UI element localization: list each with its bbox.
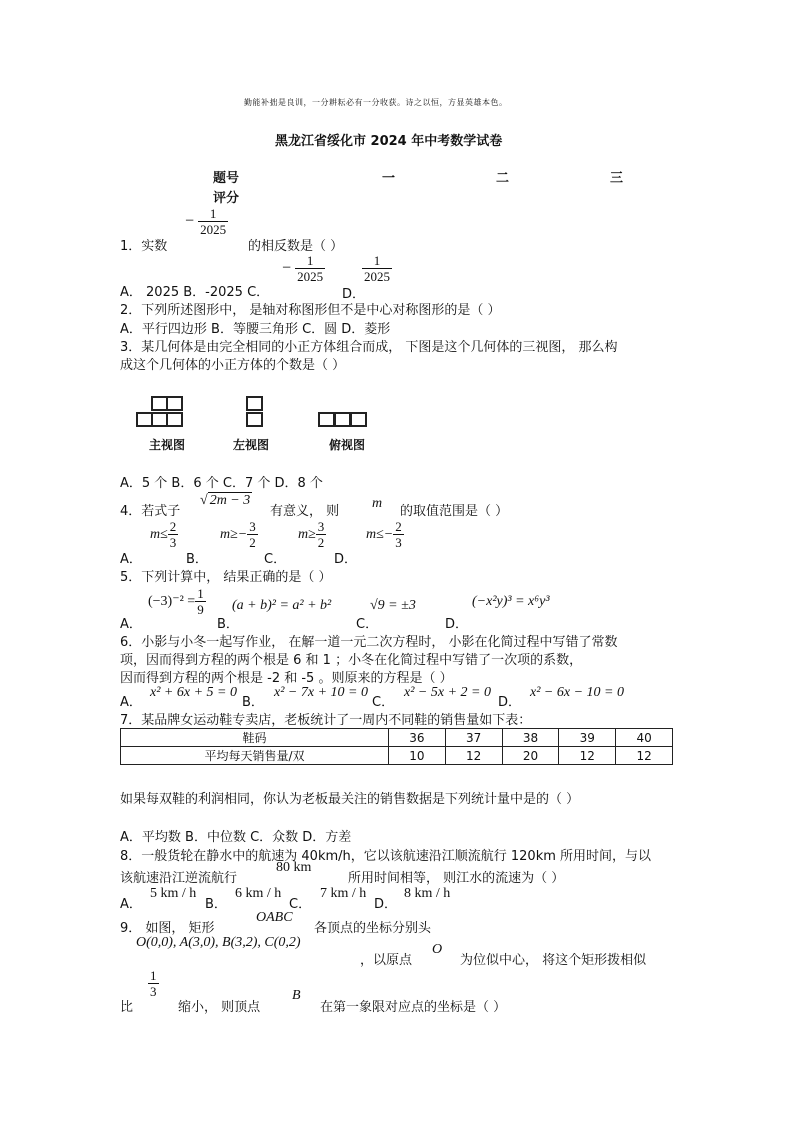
q5-option-a: (−3)⁻² = $\frac{1}{9}$ — [148, 586, 204, 617]
table-cell: 12 — [559, 747, 616, 765]
q6-line3: 因而得到方程的两个根是 -2 和 -5 。则原来的方程是（ ） — [120, 671, 453, 686]
q9-rect-name: OABC — [256, 910, 293, 925]
q5-option-d-expr: (−x²y)³ = x⁶y³ — [472, 594, 550, 609]
q9-mid2: 为位似中心， 将这个矩形拨相似 — [460, 953, 647, 968]
q8-label-a: A． — [120, 897, 142, 912]
q3-front-view-label: 主视图 — [149, 438, 186, 452]
q8-option-c-expr: 7 km / h — [320, 886, 367, 901]
table-cell: 37 — [445, 729, 502, 747]
q9-mid1: ，以原点 — [360, 953, 413, 968]
q9-origin: O — [432, 942, 443, 957]
q5-label-c: C． — [356, 617, 379, 632]
table-cell: 40 — [616, 729, 673, 747]
score-col-3: 三 — [610, 171, 624, 186]
q5-label-b: B． — [217, 617, 239, 632]
table-cell: 鞋码 — [121, 729, 389, 747]
q6-line2: 项，因而得到方程的两个根是 6 和 1 ；小冬在化简过程中写错了一次项的系数， — [120, 653, 583, 668]
q6-option-a-expr: x² + 6x + 5 = 0 — [150, 685, 237, 700]
q7-sales-table — [120, 728, 673, 765]
q3-left-view-label: 左视图 — [233, 438, 270, 452]
q5-option-b-expr: (a + b)² = a² + b² — [232, 598, 332, 613]
table-cell: 10 — [389, 747, 446, 765]
table-cell: 36 — [389, 729, 446, 747]
q6-label-d: D． — [498, 695, 522, 710]
score-col-2: 二 — [496, 171, 510, 186]
q5-label-a: A． — [120, 617, 142, 632]
q8-label-c: C． — [289, 897, 312, 912]
q1-option-d-label: D． — [342, 287, 366, 302]
q9-ratio: $\frac{1}{3}$ — [150, 968, 157, 999]
table-cell: 12 — [445, 747, 502, 765]
q4-option-c: m≥ $\frac{3}{2}$ — [298, 519, 325, 550]
q6-label-b: B． — [242, 695, 264, 710]
table-cell: 38 — [502, 729, 559, 747]
q9-coords: O(0,0), A(3,0), B(3,2), C(0,2) — [136, 935, 301, 950]
score-col-1: 一 — [382, 171, 396, 186]
q8-distance: 80 km — [276, 860, 312, 875]
q6-label-c: C． — [372, 695, 395, 710]
q3-options: A．5 个 B．6 个 C．7 个 D．8 个 — [120, 476, 323, 491]
q2-stem: 2．下列所述图形中， 是轴对称图形但不是中心对称图形的是（ ） — [120, 303, 501, 318]
q9-bi: 比 — [120, 1000, 134, 1015]
motto-text: 勤能补拙是良训，一分耕耘必有一分收获。诗之以恒，方显英雄本色。 — [244, 98, 508, 107]
q1-options: A． 2025 B．-2025 C． — [120, 285, 270, 300]
q4-option-a: m≤ $\frac{2}{3}$ — [150, 519, 177, 550]
q4-suffix: 的取值范围是（ ） — [400, 504, 509, 519]
q8-line2a: 该航速沿江逆流航行 — [120, 871, 238, 886]
q7-question: 如果每双鞋的利润相同，你认为老板最关注的销售数据是下列统计量中是的（ ） — [120, 792, 580, 807]
table-row — [121, 747, 673, 765]
q4-label-a: A． — [120, 552, 142, 567]
q3-stem-line1: 3．某几何体是由完全相同的小正方体组合而成， 下图是这个几何体的三视图， 那么构 — [120, 340, 618, 355]
score-row-label: 评分 — [213, 191, 240, 206]
q5-label-d: D． — [445, 617, 469, 632]
q6-option-c-expr: x² − 5x + 2 = 0 — [404, 685, 491, 700]
score-table-label: 题号 — [213, 171, 240, 186]
q8-option-b-expr: 6 km / h — [235, 886, 282, 901]
q6-label-a: A． — [120, 695, 142, 710]
table-row — [121, 729, 673, 747]
q3-stem-line2: 成这个几何体的小正方体的个数是（ ） — [120, 358, 346, 373]
q1-suffix: 的相反数是（ ） — [248, 239, 344, 254]
q9-suffix2: 在第一象限对应点的坐标是（ ） — [320, 1000, 507, 1015]
q4-stem: 4．若式子 — [120, 504, 181, 519]
q4-variable: m — [372, 496, 383, 511]
q6-option-b-expr: x² − 7x + 10 = 0 — [274, 685, 368, 700]
table-cell: 20 — [502, 747, 559, 765]
q4-label-d: D． — [334, 552, 358, 567]
q1-option-c: − $\frac{1}{2025}$ — [282, 253, 324, 284]
q8-option-a-expr: 5 km / h — [150, 886, 197, 901]
q4-option-d: m≤− $\frac{2}{3}$ — [366, 519, 402, 550]
q1-fraction: $\frac{1}{2025}$ — [200, 206, 227, 237]
q5-option-c-expr: √9 = ±3 — [370, 598, 416, 613]
table-cell: 39 — [559, 729, 616, 747]
table-cell: 平均每天销售量/双 — [121, 747, 389, 765]
q5-stem: 5．下列计算中， 结果正确的是（ ） — [120, 570, 332, 585]
q6-line1: 6．小影与小冬一起写作业， 在解一道一元二次方程时， 小影在化简过程中写错了常数 — [120, 635, 618, 650]
q4-label-b: B． — [186, 552, 208, 567]
q9-shrink: 缩小， 则顶点 — [178, 1000, 261, 1015]
q4-mid: 有意义， 则 — [270, 504, 340, 519]
q4-label-c: C． — [264, 552, 287, 567]
q1-option-d-fraction: $\frac{1}{2025}$ — [364, 253, 390, 284]
q8-label-d: D． — [374, 897, 398, 912]
exam-title: 黑龙江省绥化市 2024 年中考数学试卷 — [275, 134, 503, 149]
q7-options: A．平均数 B．中位数 C．众数 D．方差 — [120, 830, 352, 845]
q1-minus: − — [185, 212, 195, 230]
q8-label-b: B． — [205, 897, 227, 912]
table-cell: 12 — [616, 747, 673, 765]
q9-suffix1: 各顶点的坐标分别头 — [314, 921, 432, 936]
q3-top-view-label: 俯视图 — [329, 438, 366, 452]
q4-option-b: m≥− $\frac{3}{2}$ — [220, 519, 256, 550]
q4-radical: √ 2m − 3 — [200, 493, 251, 508]
q2-options: A．平行四边形 B．等腰三角形 C．圆 D．菱形 — [120, 322, 391, 337]
q9-vertex: B — [292, 988, 301, 1003]
q8-line2b: 所用时间相等， 则江水的流速为（ ） — [348, 871, 565, 886]
q8-option-d-expr: 8 km / h — [404, 886, 451, 901]
q6-option-d-expr: x² − 6x − 10 = 0 — [530, 685, 624, 700]
q9-prefix: 9． 如图， 矩形 — [120, 921, 215, 936]
q1-stem: 1．实数 — [120, 239, 168, 254]
q8-line1: 8．一般货轮在静水中的航速为 40km/h，它以该航速沿江顺流航行 120km 所用时间，与以 — [120, 849, 652, 864]
q1-number — [185, 206, 228, 237]
q7-stem: 7．某品牌女运动鞋专卖店，老板统计了一周内不同鞋的销售量如下表： — [120, 713, 532, 728]
